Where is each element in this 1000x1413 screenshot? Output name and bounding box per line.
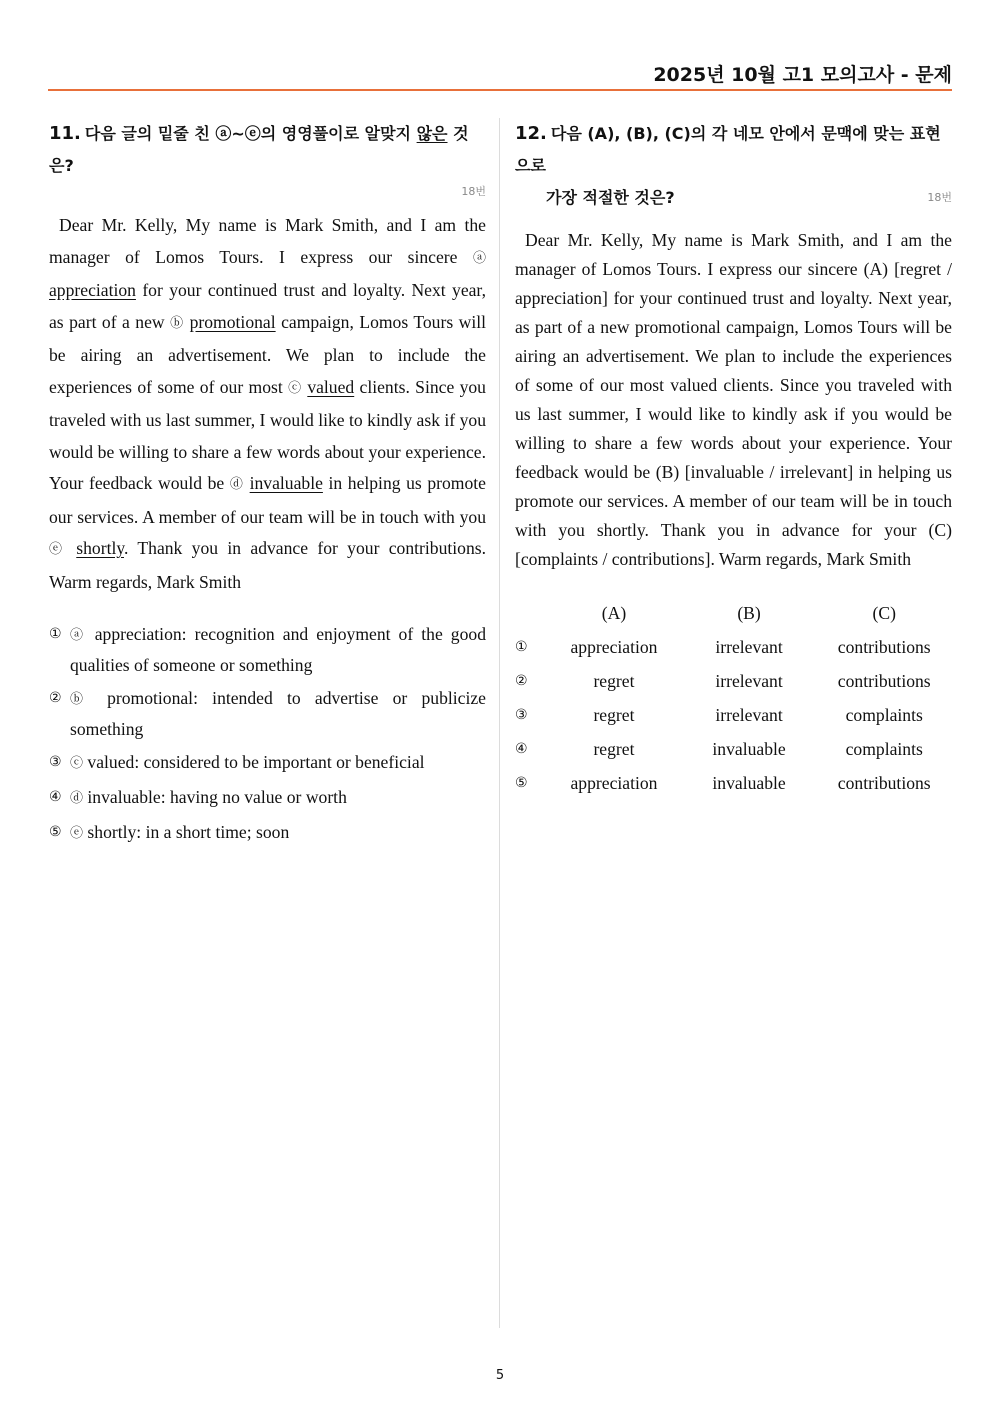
option-marker: ⓐ [70,628,87,643]
column-header-a: (A) [601,602,627,623]
option-text: promotional: intended to advertise or publicize something [70,688,486,739]
table-header-row [515,596,952,630]
underlined-word-c: valued [307,376,355,397]
underlined-word-e: shortly [76,538,124,558]
cell-b: invaluable [712,772,786,793]
question-12-stem [515,118,952,182]
option-number: ⑤ [515,775,528,791]
marker-d: ⓓ [229,477,245,492]
option-text: appreciation: recognition and enjoyment of the good qualities of someone or something [70,624,486,675]
option-text: invaluable: having no value or worth [87,787,347,807]
question-stem-text-line2: 가장 적절한 것은? [546,188,675,207]
column-divider [499,118,500,1328]
passage-text: . Thank you in advance for your contributions. Warm regards, Mark Smith [49,538,486,592]
option-number: ③ [49,754,62,770]
table-row[interactable] [515,630,952,664]
cell-a: regret [593,738,635,759]
passage-text: clients. Since you traveled with us last summer, I would like to kindly ask if you would be willing to share a few words about your experience. Your feedback would be [49,376,486,493]
header-divider [48,89,952,91]
passage-text: Dear Mr. Kelly, My name is Mark Smith, and I am the manager of Lomos Tours. I express our sincere [49,215,486,267]
table-row[interactable] [515,732,952,766]
question-stem-text: 다음 (A), (B), (C)의 각 네모 안에서 문맥에 맞는 표현으로 [515,124,941,175]
cell-c: contributions [837,772,931,793]
option-number: ① [49,626,62,642]
cell-b: invaluable [712,738,786,759]
marker-e: ⓔ [49,542,67,557]
page-number: 5 [495,1368,505,1383]
question-number: 12. [515,123,547,144]
answer-option[interactable] [49,748,486,779]
cell-b: irrelevant [715,670,783,691]
table-row[interactable] [515,664,952,698]
option-number: ① [515,639,528,655]
passage-text: for your continued trust and loyalty. Next year, as part of a new [49,280,486,332]
answer-choice-table [515,596,952,800]
marker-c: ⓒ [288,380,302,396]
option-number: ⑤ [49,824,62,840]
column-header-c: (C) [872,602,896,623]
cell-c: complaints [845,704,923,725]
option-marker: ⓑ [70,692,93,707]
underlined-word-a: appreciation [49,280,136,300]
question-source: 18번 [461,185,486,198]
question-11-passage [49,210,486,598]
option-text: shortly: in a short time; soon [87,822,290,842]
question-stem-underlined: 않은 [416,124,448,143]
question-11-stem [49,118,486,182]
option-marker: ⓓ [70,791,84,806]
cell-c: complaints [845,738,923,759]
underlined-word-b: promotional [189,311,276,332]
page-header-title: 2025년 10월 고1 모의고사 - 문제 [653,64,952,86]
option-marker: ⓒ [70,756,84,771]
answer-option[interactable] [49,783,486,814]
cell-a: appreciation [570,636,658,657]
marker-a: ⓐ [472,250,486,266]
question-12-passage: Dear Mr. Kelly, My name is Mark Smith, and I am the manager of Lomos Tours. I express our sincere (A) [regret / appreciation] for your continued trust and loyalty. Next year, as part of a new promotional campaign, Lomos Tours will be airing an advertisement. We plan to include the experiences of some of our most valued clients. Since you traveled with us last summer, I would like to kindly ask if you would be willing to share a few words about your experience. Your feedback would be (B) [invaluable / irrelevant] in helping us promote our services. A member of our team will be in touch with you shortly. Thank you in advance for your (C) [complaints / contributions]. Warm regards, Mark Smith [515,230,952,569]
question-number: 11. [49,123,81,144]
option-number: ② [515,673,528,689]
cell-a: regret [593,704,635,725]
question-11-options [49,620,486,849]
answer-option[interactable] [49,684,486,744]
option-number: ② [49,690,62,706]
cell-b: irrelevant [715,636,783,657]
question-11 [49,118,486,853]
column-header-b: (B) [737,602,761,623]
option-number: ④ [49,789,62,805]
option-number: ④ [515,741,528,757]
table-row[interactable] [515,766,952,800]
marker-b: ⓑ [170,315,185,331]
cell-b: irrelevant [715,704,783,725]
option-text: valued: considered to be important or beneficial [87,752,425,772]
cell-c: contributions [837,670,931,691]
option-number: ③ [515,707,528,723]
answer-option[interactable] [49,620,486,680]
passage-text: campaign, Lomos Tours will be airing an advertisement. We plan to include the experiences of some of our most [49,311,486,397]
cell-a: appreciation [570,772,658,793]
option-marker: ⓔ [70,826,84,841]
passage-text: in helping us promote our services. A member of our team will be in touch with you [49,473,486,527]
question-stem-text: 다음 글의 밑줄 친 ⓐ~ⓔ의 영영풀이로 알맞지 [84,124,417,143]
cell-c: contributions [837,636,931,657]
question-12 [515,118,952,800]
answer-option[interactable] [49,818,486,849]
underlined-word-d: invaluable [249,473,323,493]
question-source: 18번 [927,191,952,204]
question-stem-text-end: 것은? [49,124,469,175]
cell-a: regret [593,670,635,691]
table-row[interactable] [515,698,952,732]
